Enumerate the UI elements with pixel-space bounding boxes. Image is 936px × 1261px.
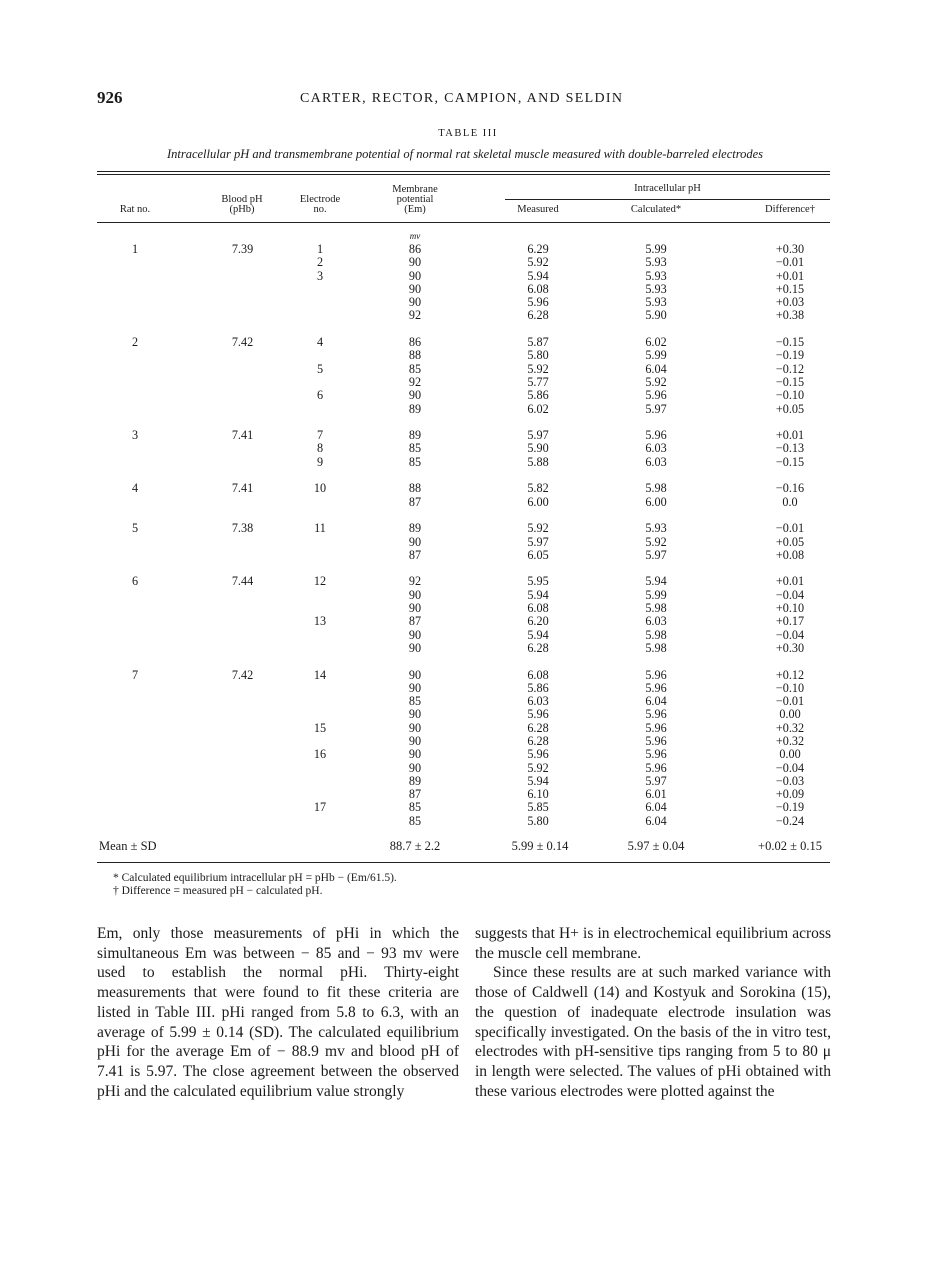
cell-calculated: 6.03 bbox=[645, 454, 667, 469]
cell-difference: +0.38 bbox=[775, 308, 805, 323]
cell-electrode: 11 bbox=[314, 521, 326, 536]
cell-em: 90 bbox=[408, 268, 422, 283]
cell-electrode: 7 bbox=[316, 428, 324, 443]
table-row bbox=[0, 762, 936, 775]
table-row bbox=[0, 602, 936, 615]
cell-measured: 5.86 bbox=[527, 388, 549, 403]
body-paragraph: Since these results are at such marked variance with those of Caldwell (14) and Kostyuk and Sorokina (15), the question of inadequate electrode insulation was specifically investigated. On the basis of the in vitro test, electrodes with pH-sensitive tips ranging from 5 to 80 μ in length were selected. The values of pHi obtained with these various electrodes were plotted against the bbox=[475, 964, 831, 1100]
body-column-right bbox=[475, 924, 831, 1101]
cell-calculated: 5.96 bbox=[645, 747, 667, 762]
cell-rat: 6 bbox=[131, 574, 139, 589]
cell-rat: 5 bbox=[131, 521, 139, 536]
mean-calculated: 5.97 ± 0.04 bbox=[627, 839, 685, 853]
cell-measured: 6.10 bbox=[527, 787, 549, 802]
cell-electrode: 3 bbox=[316, 268, 324, 283]
cell-calculated: 5.93 bbox=[645, 295, 667, 310]
cell-rat: 7 bbox=[131, 667, 139, 682]
cell-measured: 5.92 bbox=[527, 255, 549, 270]
cell-em: 90 bbox=[408, 747, 422, 762]
cell-em: 90 bbox=[408, 255, 422, 270]
cell-measured: 6.08 bbox=[527, 601, 549, 616]
cell-rat: 2 bbox=[131, 335, 139, 350]
cell-difference: +0.08 bbox=[775, 547, 805, 562]
cell-em: 90 bbox=[408, 388, 422, 403]
table-row bbox=[0, 629, 936, 642]
cell-em: 88 bbox=[408, 481, 422, 496]
cell-calculated: 5.97 bbox=[645, 773, 667, 788]
table-row bbox=[0, 349, 936, 362]
header-membrane: Membrane bbox=[392, 184, 438, 195]
table-row bbox=[0, 243, 936, 256]
cell-calculated: 5.97 bbox=[645, 401, 667, 416]
header-bottom-rule bbox=[97, 222, 830, 223]
cell-measured: 5.86 bbox=[527, 680, 549, 695]
cell-calculated: 5.93 bbox=[645, 268, 667, 283]
cell-electrode: 2 bbox=[316, 255, 324, 270]
cell-electrode: 15 bbox=[313, 720, 327, 735]
header-difference: Difference† bbox=[765, 204, 815, 215]
cell-rat: 4 bbox=[131, 481, 139, 496]
cell-measured: 5.94 bbox=[527, 268, 549, 283]
cell-difference: −0.01 bbox=[775, 694, 805, 709]
table-row bbox=[0, 496, 936, 509]
cell-em: 90 bbox=[408, 295, 422, 310]
cell-measured: 5.96 bbox=[527, 747, 549, 762]
mean-label: Mean ± SD bbox=[99, 839, 157, 853]
cell-calculated: 6.04 bbox=[645, 800, 667, 815]
cell-calculated: 5.90 bbox=[645, 308, 667, 323]
cell-calculated: 5.96 bbox=[645, 760, 667, 775]
cell-blood-ph: 7.42 bbox=[231, 667, 254, 682]
cell-difference: +0.30 bbox=[775, 242, 805, 256]
cell-em: 86 bbox=[408, 242, 422, 256]
table-row bbox=[0, 615, 936, 628]
header-electrode-sub: no. bbox=[313, 204, 327, 215]
cell-measured: 5.90 bbox=[527, 441, 549, 456]
cell-calculated: 5.99 bbox=[645, 587, 667, 602]
cell-calculated: 6.04 bbox=[645, 813, 667, 828]
cell-calculated: 5.99 bbox=[645, 242, 667, 256]
cell-measured: 6.05 bbox=[527, 547, 549, 562]
cell-measured: 6.28 bbox=[527, 640, 549, 655]
cell-difference: −0.04 bbox=[775, 587, 805, 602]
table-top-rule-2 bbox=[97, 174, 830, 175]
cell-difference: −0.03 bbox=[775, 773, 805, 788]
cell-electrode: 17 bbox=[313, 800, 327, 815]
mean-em: 88.7 ± 2.2 bbox=[389, 839, 441, 853]
cell-em: 90 bbox=[408, 640, 422, 655]
header-potential: potential bbox=[396, 194, 434, 205]
cell-em: 88 bbox=[408, 348, 422, 363]
table-row bbox=[0, 376, 936, 389]
cell-difference: +0.05 bbox=[775, 401, 805, 416]
cell-em: 90 bbox=[408, 281, 422, 296]
cell-em: 90 bbox=[408, 534, 422, 549]
cell-difference: +0.01 bbox=[775, 268, 805, 283]
cell-calculated: 5.96 bbox=[645, 733, 667, 748]
table-caption: Intracellular pH and transmembrane potential of normal rat skeletal muscle measured with double-barreled electrodes bbox=[166, 147, 764, 161]
table-row bbox=[0, 735, 936, 748]
cell-rat: 1 bbox=[131, 242, 139, 256]
table-row bbox=[0, 801, 936, 814]
body-column-left bbox=[97, 924, 459, 1101]
table-body bbox=[0, 243, 936, 828]
cell-measured: 6.08 bbox=[527, 667, 549, 682]
cell-difference: +0.10 bbox=[775, 601, 805, 616]
cell-measured: 5.80 bbox=[527, 813, 549, 828]
cell-difference: −0.04 bbox=[775, 627, 805, 642]
cell-em: 85 bbox=[408, 441, 422, 456]
table-row bbox=[0, 309, 936, 322]
cell-difference: −0.01 bbox=[775, 255, 805, 270]
cell-calculated: 6.02 bbox=[645, 335, 667, 350]
cell-difference: −0.10 bbox=[775, 388, 805, 403]
cell-em: 85 bbox=[408, 454, 422, 469]
cell-calculated: 5.94 bbox=[645, 574, 667, 589]
cell-measured: 5.97 bbox=[527, 534, 549, 549]
cell-electrode: 8 bbox=[316, 441, 324, 456]
cell-measured: 5.96 bbox=[527, 295, 549, 310]
table-label: TABLE III bbox=[438, 128, 498, 139]
cell-difference: 0.00 bbox=[779, 747, 801, 762]
mean-measured: 5.99 ± 0.14 bbox=[511, 839, 569, 853]
cell-difference: −0.04 bbox=[775, 760, 805, 775]
cell-difference: +0.32 bbox=[775, 720, 805, 735]
cell-calculated: 5.96 bbox=[645, 680, 667, 695]
cell-em: 87 bbox=[408, 494, 422, 509]
table-row bbox=[0, 815, 936, 828]
cell-blood-ph: 7.38 bbox=[231, 521, 254, 536]
cell-calculated: 6.03 bbox=[645, 614, 667, 629]
cell-electrode: 13 bbox=[313, 614, 327, 629]
cell-em: 92 bbox=[408, 374, 422, 389]
cell-difference: −0.13 bbox=[775, 441, 805, 456]
table-row bbox=[0, 642, 936, 655]
cell-measured: 5.80 bbox=[527, 348, 549, 363]
cell-em: 85 bbox=[408, 800, 422, 815]
cell-em: 90 bbox=[408, 680, 422, 695]
cell-difference: −0.24 bbox=[775, 813, 805, 828]
table-row bbox=[0, 722, 936, 735]
cell-electrode: 4 bbox=[316, 335, 324, 350]
table-row bbox=[0, 296, 936, 309]
cell-calculated: 5.98 bbox=[645, 627, 667, 642]
cell-electrode: 1 bbox=[316, 242, 324, 256]
cell-em: 89 bbox=[408, 521, 422, 536]
cell-difference: +0.01 bbox=[775, 428, 805, 443]
table-row bbox=[0, 748, 936, 761]
header-em: (Em) bbox=[404, 204, 426, 215]
cell-difference: +0.12 bbox=[775, 667, 805, 682]
header-blood-ph: Blood pH bbox=[221, 194, 263, 205]
table-row bbox=[0, 775, 936, 788]
cell-measured: 5.85 bbox=[527, 800, 549, 815]
body-paragraph: Em, only those measurements of pHi in which the simultaneous Em was between − 85 and − 93 mv were used to establish the normal pHi. Thirty-eight measurements that were found to fit these criteria are listed in Table III. pHi ranged from 5.8 to 6.3, with an average of 5.99 ± 0.14 (SD). The calculated equilibrium pHi for the average Em of − 88.9 mv and blood pH of 7.41 is 5.97. The close agreement between the observed pHi and the calculated equilibrium value strongly bbox=[97, 925, 459, 1100]
cell-calculated: 5.92 bbox=[645, 374, 667, 389]
header-intracellular: Intracellular pH bbox=[634, 183, 701, 194]
running-head: CARTER, RECTOR, CAMPION, AND SELDIN bbox=[300, 91, 624, 106]
cell-measured: 5.95 bbox=[527, 574, 549, 589]
cell-measured: 5.92 bbox=[527, 760, 549, 775]
cell-electrode: 5 bbox=[316, 361, 324, 376]
cell-calculated: 5.93 bbox=[645, 521, 667, 536]
cell-calculated: 5.96 bbox=[645, 720, 667, 735]
cell-measured: 6.29 bbox=[527, 242, 549, 256]
cell-measured: 6.03 bbox=[527, 694, 549, 709]
table-row bbox=[0, 536, 936, 549]
table-row bbox=[0, 695, 936, 708]
footnote-calculated: * Calculated equilibrium intracellular pH = pHb − (Em/61.5). bbox=[113, 872, 397, 884]
cell-calculated: 6.01 bbox=[645, 787, 667, 802]
table-row bbox=[0, 256, 936, 269]
intracellular-header-rule bbox=[505, 199, 830, 200]
cell-em: 90 bbox=[408, 733, 422, 748]
cell-em: 85 bbox=[408, 361, 422, 376]
footnote-difference: † Difference = measured pH − calculated pH. bbox=[113, 885, 323, 897]
cell-difference: −0.15 bbox=[775, 335, 805, 350]
cell-rat: 3 bbox=[131, 428, 139, 443]
header-blood-ph-sub: (pHb) bbox=[229, 204, 255, 215]
cell-measured: 5.77 bbox=[527, 374, 549, 389]
table-row bbox=[0, 482, 936, 495]
cell-calculated: 5.97 bbox=[645, 547, 667, 562]
cell-difference: −0.12 bbox=[775, 361, 805, 376]
cell-calculated: 5.99 bbox=[645, 348, 667, 363]
cell-em: 87 bbox=[408, 787, 422, 802]
table-row bbox=[0, 669, 936, 682]
cell-difference: −0.10 bbox=[775, 680, 805, 695]
table-row bbox=[0, 363, 936, 376]
cell-em: 92 bbox=[408, 574, 422, 589]
cell-em: 86 bbox=[408, 335, 422, 350]
cell-em: 89 bbox=[408, 773, 422, 788]
cell-measured: 6.28 bbox=[527, 720, 549, 735]
page-number: 926 bbox=[97, 88, 123, 107]
mean-row bbox=[0, 838, 936, 854]
table-row bbox=[0, 283, 936, 296]
cell-measured: 5.94 bbox=[527, 627, 549, 642]
cell-measured: 5.88 bbox=[527, 454, 549, 469]
header-electrode: Electrode bbox=[299, 194, 341, 205]
table-row bbox=[0, 389, 936, 402]
cell-measured: 5.94 bbox=[527, 773, 549, 788]
table-row bbox=[0, 682, 936, 695]
table-row bbox=[0, 589, 936, 602]
header-rat: Rat no. bbox=[119, 204, 151, 215]
cell-calculated: 5.96 bbox=[645, 428, 667, 443]
cell-em: 90 bbox=[408, 587, 422, 602]
cell-calculated: 6.04 bbox=[645, 361, 667, 376]
cell-difference: 0.0 bbox=[782, 494, 798, 509]
cell-calculated: 5.93 bbox=[645, 281, 667, 296]
cell-em: 90 bbox=[408, 627, 422, 642]
table-row bbox=[0, 708, 936, 721]
cell-measured: 6.28 bbox=[527, 733, 549, 748]
cell-measured: 5.92 bbox=[527, 361, 549, 376]
cell-calculated: 5.93 bbox=[645, 255, 667, 270]
cell-difference: +0.15 bbox=[775, 281, 805, 296]
cell-em: 89 bbox=[408, 401, 422, 416]
table-bottom-rule bbox=[97, 862, 830, 863]
cell-blood-ph: 7.41 bbox=[231, 481, 254, 496]
cell-em: 90 bbox=[408, 760, 422, 775]
table-row bbox=[0, 442, 936, 455]
cell-measured: 5.87 bbox=[527, 335, 549, 350]
cell-electrode: 6 bbox=[316, 388, 324, 403]
table-top-rule bbox=[97, 171, 830, 172]
cell-blood-ph: 7.44 bbox=[231, 574, 254, 589]
cell-calculated: 5.92 bbox=[645, 534, 667, 549]
cell-electrode: 14 bbox=[313, 667, 327, 682]
cell-difference: −0.15 bbox=[775, 454, 805, 469]
cell-difference: +0.17 bbox=[775, 614, 805, 629]
cell-difference: +0.32 bbox=[775, 733, 805, 748]
cell-difference: +0.09 bbox=[775, 787, 805, 802]
cell-difference: +0.05 bbox=[775, 534, 805, 549]
cell-calculated: 6.04 bbox=[645, 694, 667, 709]
cell-measured: 6.00 bbox=[527, 494, 549, 509]
mean-difference: +0.02 ± 0.15 bbox=[758, 839, 822, 853]
cell-em: 87 bbox=[408, 614, 422, 629]
cell-difference: −0.19 bbox=[775, 800, 805, 815]
cell-electrode: 16 bbox=[313, 747, 327, 762]
cell-measured: 5.92 bbox=[527, 521, 549, 536]
cell-calculated: 5.98 bbox=[645, 640, 667, 655]
unit-label: mv bbox=[409, 231, 421, 241]
cell-measured: 6.08 bbox=[527, 281, 549, 296]
cell-measured: 6.28 bbox=[527, 308, 549, 323]
cell-electrode: 10 bbox=[313, 481, 327, 496]
cell-calculated: 5.98 bbox=[645, 601, 667, 616]
table-row bbox=[0, 403, 936, 416]
cell-calculated: 5.98 bbox=[645, 481, 667, 496]
body-paragraph: suggests that H+ is in electrochemical equilibrium across the muscle cell membrane. bbox=[475, 925, 831, 962]
cell-electrode: 9 bbox=[316, 454, 324, 469]
cell-electrode: 12 bbox=[313, 574, 327, 589]
cell-difference: −0.15 bbox=[775, 374, 805, 389]
cell-blood-ph: 7.42 bbox=[231, 335, 254, 350]
cell-calculated: 5.96 bbox=[645, 388, 667, 403]
cell-measured: 6.20 bbox=[527, 614, 549, 629]
cell-em: 90 bbox=[408, 667, 422, 682]
cell-measured: 5.94 bbox=[527, 587, 549, 602]
cell-calculated: 6.03 bbox=[645, 441, 667, 456]
table-row bbox=[0, 549, 936, 562]
cell-difference: 0.00 bbox=[779, 707, 801, 722]
cell-em: 90 bbox=[408, 707, 422, 722]
cell-difference: −0.16 bbox=[775, 481, 805, 496]
cell-em: 89 bbox=[408, 428, 422, 443]
table-row bbox=[0, 522, 936, 535]
table-row bbox=[0, 575, 936, 588]
table-row bbox=[0, 456, 936, 469]
cell-difference: +0.30 bbox=[775, 640, 805, 655]
cell-difference: +0.01 bbox=[775, 574, 805, 589]
table-row bbox=[0, 788, 936, 801]
cell-em: 85 bbox=[408, 813, 422, 828]
table-row bbox=[0, 429, 936, 442]
cell-em: 87 bbox=[408, 547, 422, 562]
cell-measured: 5.97 bbox=[527, 428, 549, 443]
cell-blood-ph: 7.41 bbox=[231, 428, 254, 443]
cell-difference: −0.19 bbox=[775, 348, 805, 363]
cell-em: 92 bbox=[408, 308, 422, 323]
cell-difference: −0.01 bbox=[775, 521, 805, 536]
table-row bbox=[0, 270, 936, 283]
cell-em: 90 bbox=[408, 720, 422, 735]
header-calculated: Calculated* bbox=[630, 204, 682, 215]
table-row bbox=[0, 336, 936, 349]
cell-calculated: 5.96 bbox=[645, 667, 667, 682]
cell-blood-ph: 7.39 bbox=[231, 242, 254, 256]
cell-measured: 5.82 bbox=[527, 481, 549, 496]
cell-em: 90 bbox=[408, 601, 422, 616]
cell-measured: 5.96 bbox=[527, 707, 549, 722]
cell-difference: +0.03 bbox=[775, 295, 805, 310]
header-measured: Measured bbox=[517, 204, 559, 215]
cell-calculated: 6.00 bbox=[645, 494, 667, 509]
cell-calculated: 5.96 bbox=[645, 707, 667, 722]
cell-measured: 6.02 bbox=[527, 401, 549, 416]
cell-em: 85 bbox=[408, 694, 422, 709]
